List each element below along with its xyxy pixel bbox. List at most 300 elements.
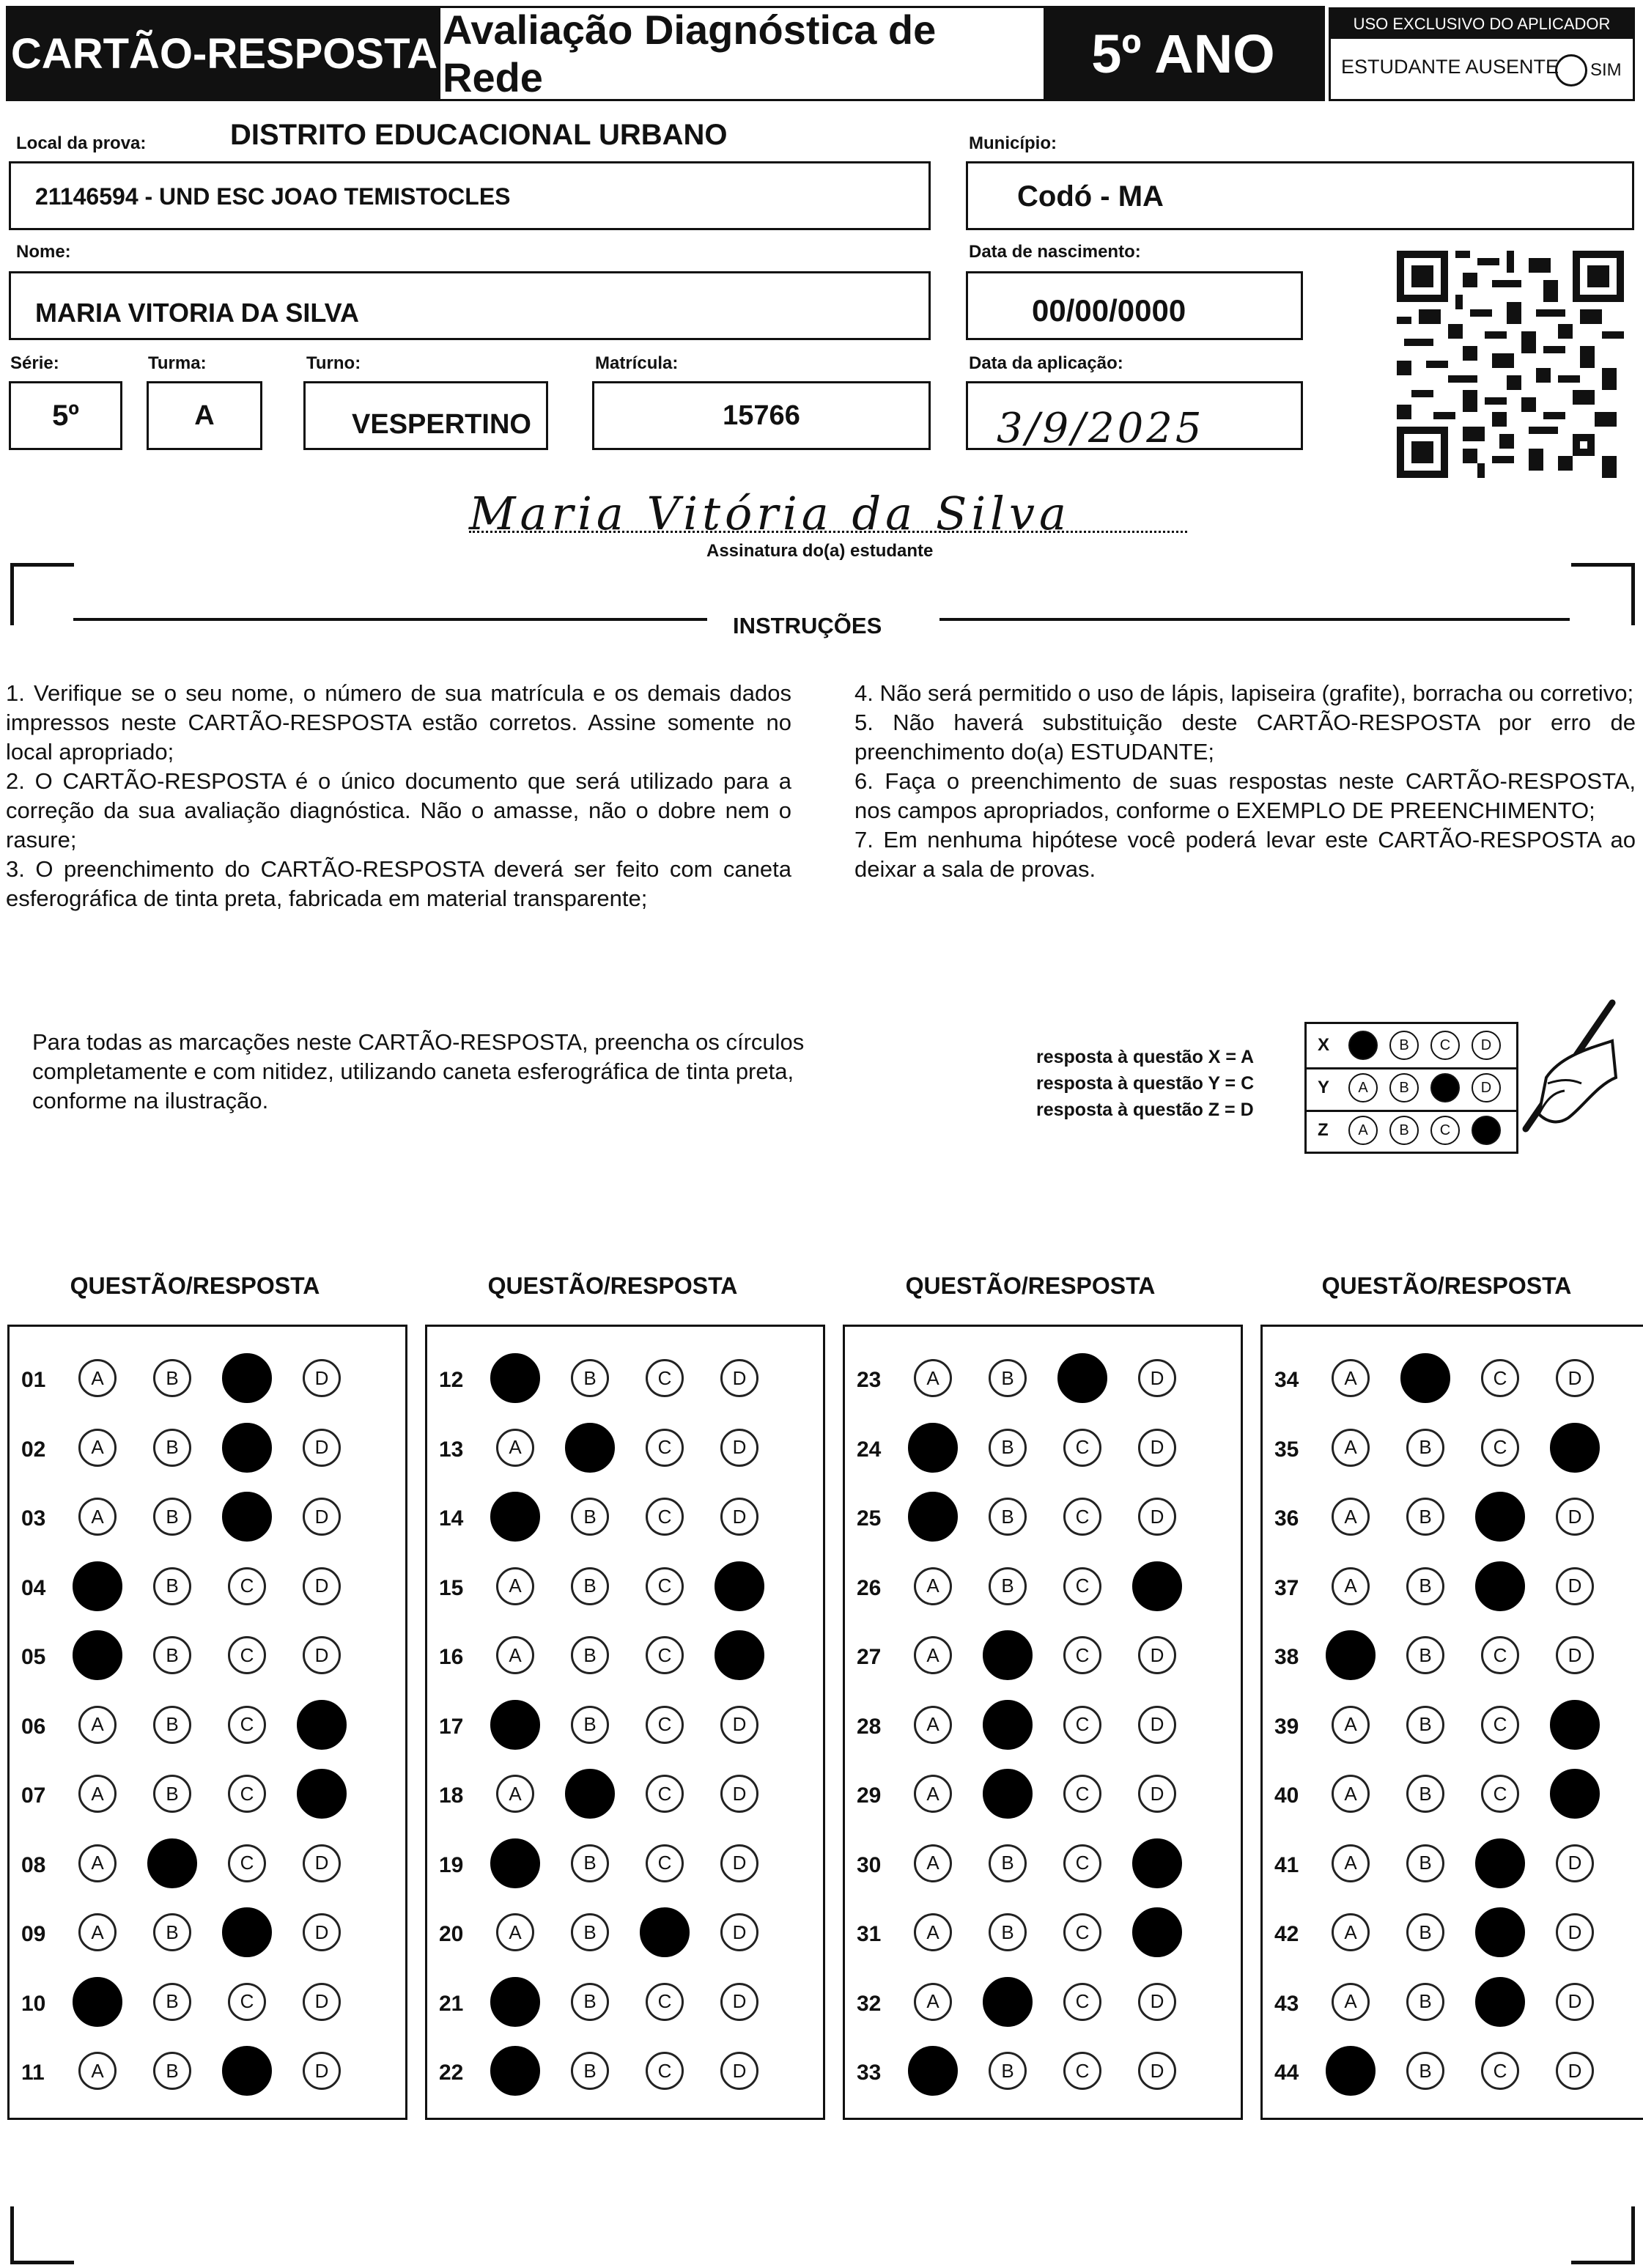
answer-bubble-d[interactable]: D bbox=[303, 1844, 341, 1882]
answer-bubble-b[interactable]: B bbox=[153, 1983, 191, 2021]
answer-bubble-a[interactable]: A bbox=[908, 1423, 958, 1473]
answer-row bbox=[10, 1773, 405, 1817]
answer-bubble-c[interactable]: C bbox=[1063, 1913, 1101, 1951]
instruction-3: 3. O preenchimento do CARTÃO-RESPOSTA deverá ser feito com caneta esferográfica de tinta preta, fabricada em material transparente; bbox=[6, 856, 791, 911]
question-number: 33 bbox=[857, 2061, 882, 2085]
column-header-1: QUESTÃO/RESPOSTA bbox=[70, 1273, 320, 1299]
answer-bubble-b[interactable]: B bbox=[153, 1636, 191, 1674]
question-number: 15 bbox=[439, 1575, 464, 1600]
corner-top-left bbox=[10, 563, 74, 625]
question-number: 06 bbox=[21, 1714, 46, 1739]
question-number: 12 bbox=[439, 1368, 464, 1392]
answer-bubble-c[interactable]: C bbox=[1475, 1561, 1525, 1611]
instructions-left bbox=[6, 679, 791, 913]
answer-bubble-c[interactable]: C bbox=[1057, 1353, 1107, 1403]
answer-bubble-c[interactable]: C bbox=[646, 2052, 684, 2090]
answer-bubble-d[interactable]: D bbox=[1556, 1913, 1594, 1951]
answer-row bbox=[845, 1358, 1241, 1402]
answer-bubble-c[interactable]: C bbox=[228, 1983, 266, 2021]
answer-bubble-d[interactable]: D bbox=[1138, 1429, 1176, 1467]
answer-bubble-d[interactable]: D bbox=[720, 1429, 758, 1467]
answer-bubble-d[interactable]: D bbox=[1556, 1567, 1594, 1605]
question-number: 26 bbox=[857, 1575, 882, 1600]
question-number: 02 bbox=[21, 1437, 46, 1462]
answer-bubble-b[interactable]: B bbox=[571, 1983, 609, 2021]
answer-bubble-c[interactable]: C bbox=[228, 1636, 266, 1674]
answer-bubble-d[interactable]: D bbox=[1138, 1636, 1176, 1674]
example-legend bbox=[1036, 1044, 1254, 1123]
answer-bubble-a[interactable]: A bbox=[490, 1353, 540, 1403]
grade-badge: 5º ANO bbox=[1044, 8, 1323, 99]
answer-bubble-c[interactable]: C bbox=[222, 1492, 272, 1542]
answer-bubble-d[interactable]: D bbox=[1550, 1700, 1600, 1750]
answer-bubble-a[interactable]: A bbox=[78, 1844, 117, 1882]
answer-bubble-c[interactable]: C bbox=[1063, 1706, 1101, 1744]
answer-bubble-b[interactable]: B bbox=[153, 1706, 191, 1744]
answer-bubble-b[interactable]: B bbox=[989, 1498, 1027, 1536]
answer-bubble-c[interactable]: C bbox=[646, 1359, 684, 1397]
question-number: 43 bbox=[1274, 1991, 1299, 2016]
matricula-label: Matrícula: bbox=[595, 353, 679, 373]
answer-bubble-b[interactable]: B bbox=[1406, 1706, 1444, 1744]
answer-bubble-a[interactable]: A bbox=[1332, 1359, 1370, 1397]
turno-value: VESPERTINO bbox=[352, 409, 531, 440]
answer-bubble-b[interactable]: B bbox=[989, 1844, 1027, 1882]
example-row-label: Y bbox=[1318, 1078, 1330, 1097]
answer-bubble-c[interactable]: C bbox=[1475, 1977, 1525, 2027]
answer-bubble-b[interactable]: B bbox=[571, 2052, 609, 2090]
answer-bubble-d[interactable]: D bbox=[1556, 2052, 1594, 2090]
question-number: 32 bbox=[857, 1991, 882, 2016]
answer-bubble-d[interactable]: D bbox=[1138, 1983, 1176, 2021]
turma-value: A bbox=[194, 400, 215, 431]
answer-bubble-b[interactable]: B bbox=[153, 1498, 191, 1536]
answer-bubble-a[interactable]: A bbox=[78, 1913, 117, 1951]
example-bubble-a: A bbox=[1348, 1073, 1378, 1102]
answer-bubble-a[interactable]: A bbox=[1332, 1429, 1370, 1467]
answer-bubble-c[interactable]: C bbox=[646, 1775, 684, 1813]
example-bubble-b: B bbox=[1389, 1073, 1419, 1102]
answer-bubble-d[interactable]: D bbox=[1132, 1838, 1182, 1888]
answer-bubble-d[interactable]: D bbox=[303, 1636, 341, 1674]
answer-bubble-a[interactable]: A bbox=[78, 2052, 117, 2090]
question-number: 38 bbox=[1274, 1645, 1299, 1669]
corner-bottom-right bbox=[1571, 2206, 1635, 2264]
answer-bubble-a[interactable]: A bbox=[1332, 1913, 1370, 1951]
answer-bubble-c[interactable]: C bbox=[222, 1353, 272, 1403]
answer-bubble-c[interactable]: C bbox=[1481, 1429, 1519, 1467]
question-number: 13 bbox=[439, 1437, 464, 1462]
question-number: 27 bbox=[857, 1645, 882, 1669]
answer-bubble-d[interactable]: D bbox=[303, 1983, 341, 2021]
answer-row bbox=[845, 1496, 1241, 1540]
answer-bubble-c[interactable]: C bbox=[1475, 1907, 1525, 1957]
answer-bubble-b[interactable]: B bbox=[1406, 1775, 1444, 1813]
turma-field bbox=[147, 381, 262, 450]
answer-bubble-d[interactable]: D bbox=[720, 1706, 758, 1744]
signature-value: Maria Vitória da Silva bbox=[469, 487, 1071, 540]
question-number: 34 bbox=[1274, 1368, 1299, 1392]
answer-row bbox=[1263, 1358, 1643, 1402]
answer-bubble-c[interactable]: C bbox=[1063, 1636, 1101, 1674]
example-bubble-d: D bbox=[1472, 1073, 1501, 1102]
answer-bubble-d[interactable]: D bbox=[303, 1359, 341, 1397]
answer-bubble-d[interactable]: D bbox=[1556, 1498, 1594, 1536]
question-number: 14 bbox=[439, 1506, 464, 1531]
answer-bubble-c[interactable]: C bbox=[222, 1423, 272, 1473]
column-header-4: QUESTÃO/RESPOSTA bbox=[1321, 1273, 1572, 1299]
answer-bubble-d[interactable]: D bbox=[715, 1630, 764, 1680]
answer-bubble-b[interactable]: B bbox=[1406, 1429, 1444, 1467]
answer-row bbox=[10, 1496, 405, 1540]
answer-bubble-d[interactable]: D bbox=[720, 1498, 758, 1536]
answer-bubble-c[interactable]: C bbox=[228, 1706, 266, 1744]
answer-bubble-d[interactable]: D bbox=[297, 1700, 347, 1750]
answer-bubble-b[interactable]: B bbox=[989, 1567, 1027, 1605]
answer-panel-2 bbox=[425, 1325, 825, 2120]
answer-bubble-d[interactable]: D bbox=[1138, 2052, 1176, 2090]
answer-bubble-b[interactable]: B bbox=[565, 1423, 615, 1473]
answer-bubble-d[interactable]: D bbox=[1132, 1561, 1182, 1611]
answer-bubble-a[interactable]: A bbox=[496, 1429, 534, 1467]
question-number: 04 bbox=[21, 1575, 46, 1600]
answer-bubble-c[interactable]: C bbox=[1063, 1983, 1101, 2021]
answer-bubble-b[interactable]: B bbox=[571, 1913, 609, 1951]
answer-bubble-c[interactable]: C bbox=[1063, 1844, 1101, 1882]
answer-row bbox=[1263, 1981, 1643, 2025]
answer-bubble-d[interactable]: D bbox=[1556, 1983, 1594, 2021]
answer-bubble-a[interactable]: A bbox=[73, 1561, 122, 1611]
answer-bubble-b[interactable]: B bbox=[1400, 1353, 1450, 1403]
answer-bubble-a[interactable]: A bbox=[78, 1706, 117, 1744]
answer-bubble-a[interactable]: A bbox=[1326, 1630, 1376, 1680]
corner-top-right bbox=[1571, 563, 1635, 625]
question-number: 17 bbox=[439, 1714, 464, 1739]
answer-bubble-d[interactable]: D bbox=[1132, 1907, 1182, 1957]
answer-bubble-b[interactable]: B bbox=[989, 1913, 1027, 1951]
answer-bubble-b[interactable]: B bbox=[153, 1567, 191, 1605]
answer-bubble-b[interactable]: B bbox=[1406, 1983, 1444, 2021]
serie-label: Série: bbox=[10, 353, 59, 373]
answer-bubble-b[interactable]: B bbox=[153, 1913, 191, 1951]
answer-bubble-c[interactable]: C bbox=[1481, 2052, 1519, 2090]
answer-row bbox=[427, 1358, 823, 1402]
matricula-value: 15766 bbox=[723, 400, 800, 431]
answer-bubble-d[interactable]: D bbox=[1556, 1636, 1594, 1674]
answer-row bbox=[845, 2050, 1241, 2094]
answer-row bbox=[1263, 1912, 1643, 1956]
answer-panel-1 bbox=[7, 1325, 407, 2120]
answer-row bbox=[427, 1427, 823, 1471]
answer-bubble-c[interactable]: C bbox=[646, 1567, 684, 1605]
answer-row bbox=[845, 1704, 1241, 1748]
answer-row bbox=[10, 1843, 405, 1887]
answer-bubble-d[interactable]: D bbox=[1550, 1423, 1600, 1473]
answer-row bbox=[1263, 2050, 1643, 2094]
answer-bubble-a[interactable]: A bbox=[914, 1706, 952, 1744]
answer-row bbox=[845, 1427, 1241, 1471]
answer-row bbox=[1263, 1635, 1643, 1679]
answer-bubble-d[interactable]: D bbox=[720, 1775, 758, 1813]
answer-bubble-b[interactable]: B bbox=[1406, 1913, 1444, 1951]
question-number: 19 bbox=[439, 1852, 464, 1877]
answer-bubble-b[interactable]: B bbox=[153, 1429, 191, 1467]
nascimento-label: Data de nascimento: bbox=[969, 242, 1141, 262]
answer-row bbox=[10, 2050, 405, 2094]
answer-row bbox=[1263, 1773, 1643, 1817]
answer-bubble-a[interactable]: A bbox=[1326, 2046, 1376, 2096]
answer-bubble-b[interactable]: B bbox=[1406, 1567, 1444, 1605]
question-number: 36 bbox=[1274, 1506, 1299, 1531]
answer-bubble-c[interactable]: C bbox=[1063, 1567, 1101, 1605]
answer-bubble-a[interactable]: A bbox=[1332, 1706, 1370, 1744]
question-number: 41 bbox=[1274, 1852, 1299, 1877]
answer-bubble-c[interactable]: C bbox=[228, 1844, 266, 1882]
answer-bubble-b[interactable]: B bbox=[571, 1636, 609, 1674]
answer-bubble-a[interactable]: A bbox=[914, 1567, 952, 1605]
answer-row bbox=[10, 1358, 405, 1402]
answer-bubble-c[interactable]: C bbox=[1475, 1492, 1525, 1542]
answer-bubble-c[interactable]: C bbox=[1063, 1498, 1101, 1536]
answer-bubble-a[interactable]: A bbox=[78, 1359, 117, 1397]
example-bubble-a: A bbox=[1348, 1116, 1378, 1145]
question-number: 31 bbox=[857, 1922, 882, 1946]
example-row-divider bbox=[1304, 1110, 1518, 1112]
qr-code bbox=[1397, 249, 1624, 479]
answer-bubble-c[interactable]: C bbox=[222, 1907, 272, 1957]
answer-bubble-d[interactable]: D bbox=[1138, 1706, 1176, 1744]
answer-bubble-c[interactable]: C bbox=[646, 1844, 684, 1882]
answer-bubble-d[interactable]: D bbox=[297, 1769, 347, 1819]
answer-bubble-a[interactable]: A bbox=[1332, 1983, 1370, 2021]
question-number: 25 bbox=[857, 1506, 882, 1531]
answer-row bbox=[845, 1981, 1241, 2025]
answer-bubble-d[interactable]: D bbox=[1556, 1359, 1594, 1397]
answer-row bbox=[1263, 1427, 1643, 1471]
answer-bubble-a[interactable]: A bbox=[490, 1700, 540, 1750]
answer-bubble-a[interactable]: A bbox=[490, 1838, 540, 1888]
answer-bubble-a[interactable]: A bbox=[914, 1844, 952, 1882]
answer-bubble-d[interactable]: D bbox=[720, 1359, 758, 1397]
example-bubble-b: B bbox=[1389, 1031, 1419, 1060]
answer-bubble-d[interactable]: D bbox=[715, 1561, 764, 1611]
question-number: 10 bbox=[21, 1991, 46, 2016]
answer-bubble-c[interactable]: C bbox=[228, 1567, 266, 1605]
answer-bubble-b[interactable]: B bbox=[1406, 1498, 1444, 1536]
example-line-x: resposta à questão X = A bbox=[1036, 1047, 1255, 1067]
answer-bubble-a[interactable]: A bbox=[496, 1775, 534, 1813]
answer-row bbox=[1263, 1704, 1643, 1748]
answer-bubble-d[interactable]: D bbox=[720, 1983, 758, 2021]
example-row-label: X bbox=[1318, 1035, 1330, 1055]
answer-bubble-b[interactable]: B bbox=[989, 1359, 1027, 1397]
corner-bottom-left bbox=[10, 2206, 74, 2264]
answer-bubble-c[interactable]: C bbox=[1481, 1775, 1519, 1813]
answer-bubble-d[interactable]: D bbox=[1138, 1359, 1176, 1397]
answer-bubble-a[interactable]: A bbox=[78, 1429, 117, 1467]
answer-row bbox=[427, 1635, 823, 1679]
answer-bubble-a[interactable]: A bbox=[78, 1775, 117, 1813]
answer-bubble-a[interactable]: A bbox=[78, 1498, 117, 1536]
answer-bubble-a[interactable]: A bbox=[1332, 1844, 1370, 1882]
answer-bubble-d[interactable]: D bbox=[720, 1913, 758, 1951]
question-number: 11 bbox=[21, 2061, 45, 2085]
question-number: 09 bbox=[21, 1922, 46, 1946]
answer-row bbox=[427, 1843, 823, 1887]
applicator-note: USO EXCLUSIVO DO APLICADOR bbox=[1331, 10, 1633, 39]
example-bubble-c: C bbox=[1430, 1073, 1460, 1102]
answer-bubble-d[interactable]: D bbox=[1138, 1775, 1176, 1813]
answer-row bbox=[427, 1704, 823, 1748]
answer-bubble-b[interactable]: B bbox=[571, 1567, 609, 1605]
answer-bubble-d[interactable]: D bbox=[1556, 1844, 1594, 1882]
answer-bubble-a[interactable]: A bbox=[914, 1913, 952, 1951]
answer-bubble-a[interactable]: A bbox=[490, 1977, 540, 2027]
instructions-title: INSTRUÇÕES bbox=[733, 613, 882, 638]
absent-bubble[interactable] bbox=[1555, 54, 1587, 86]
question-number: 24 bbox=[857, 1437, 882, 1462]
instruction-2: 2. O CARTÃO-RESPOSTA é o único documento que será utilizado para a correção da sua avaliação diagnóstica. Não o amasse, não o dobre nem o rasure; bbox=[6, 768, 791, 853]
answer-bubble-a[interactable]: A bbox=[1332, 1567, 1370, 1605]
answer-bubble-b[interactable]: B bbox=[989, 1429, 1027, 1467]
question-number: 20 bbox=[439, 1922, 464, 1946]
answer-bubble-a[interactable]: A bbox=[496, 1567, 534, 1605]
aplicacao-value: 3/9/2025 bbox=[997, 405, 1205, 452]
answer-bubble-d[interactable]: D bbox=[720, 2052, 758, 2090]
answer-bubble-b[interactable]: B bbox=[153, 2052, 191, 2090]
matricula-field bbox=[592, 381, 931, 450]
aplicacao-label: Data da aplicação: bbox=[969, 353, 1123, 373]
answer-bubble-a[interactable]: A bbox=[908, 2046, 958, 2096]
answer-bubble-b[interactable]: B bbox=[571, 1359, 609, 1397]
answer-bubble-b[interactable]: B bbox=[147, 1838, 197, 1888]
answer-bubble-a[interactable]: A bbox=[1332, 1775, 1370, 1813]
answer-bubble-b[interactable]: B bbox=[1406, 1844, 1444, 1882]
answer-bubble-c[interactable]: C bbox=[1063, 2052, 1101, 2090]
answer-row bbox=[10, 1427, 405, 1471]
answer-bubble-d[interactable]: D bbox=[303, 1567, 341, 1605]
answer-bubble-b[interactable]: B bbox=[565, 1769, 615, 1819]
answer-bubble-c[interactable]: C bbox=[646, 1429, 684, 1467]
answer-bubble-c[interactable]: C bbox=[1063, 1429, 1101, 1467]
answer-bubble-d[interactable]: D bbox=[303, 1498, 341, 1536]
answer-bubble-b[interactable]: B bbox=[1406, 2052, 1444, 2090]
answer-bubble-d[interactable]: D bbox=[720, 1844, 758, 1882]
answer-bubble-a[interactable]: A bbox=[908, 1492, 958, 1542]
answer-bubble-b[interactable]: B bbox=[983, 1630, 1033, 1680]
answer-bubble-d[interactable]: D bbox=[303, 1429, 341, 1467]
example-bubble-a: A bbox=[1348, 1031, 1378, 1060]
local-value: 21146594 - UND ESC JOAO TEMISTOCLES bbox=[35, 183, 511, 210]
instruction-6: 6. Faça o preenchimento de suas respostas neste CARTÃO-RESPOSTA, nos campos apropriados, conforme o EXEMPLO DE PREENCHIMENTO; bbox=[854, 768, 1636, 823]
answer-bubble-a[interactable]: A bbox=[914, 1775, 952, 1813]
question-number: 08 bbox=[21, 1852, 46, 1877]
answer-row bbox=[427, 2050, 823, 2094]
pen-hand-illustration bbox=[1495, 997, 1620, 1144]
answer-bubble-b[interactable]: B bbox=[153, 1359, 191, 1397]
district-name: DISTRITO EDUCACIONAL URBANO bbox=[230, 119, 728, 151]
answer-bubble-a[interactable]: A bbox=[914, 1636, 952, 1674]
answer-bubble-c[interactable]: C bbox=[640, 1907, 690, 1957]
answer-row bbox=[845, 1773, 1241, 1817]
answer-bubble-b[interactable]: B bbox=[571, 1844, 609, 1882]
answer-bubble-c[interactable]: C bbox=[1063, 1775, 1101, 1813]
answer-row bbox=[427, 1912, 823, 1956]
answer-bubble-c[interactable]: C bbox=[1481, 1359, 1519, 1397]
answer-bubble-c[interactable]: C bbox=[646, 1498, 684, 1536]
answer-bubble-a[interactable]: A bbox=[73, 1630, 122, 1680]
answer-bubble-b[interactable]: B bbox=[1406, 1636, 1444, 1674]
serie-value: 5º bbox=[52, 399, 79, 432]
answer-bubble-b[interactable]: B bbox=[989, 2052, 1027, 2090]
answer-bubble-c[interactable]: C bbox=[1475, 1838, 1525, 1888]
nascimento-value: 00/00/0000 bbox=[1032, 293, 1186, 328]
question-number: 07 bbox=[21, 1783, 46, 1808]
answer-bubble-a[interactable]: A bbox=[490, 1492, 540, 1542]
answer-bubble-c[interactable]: C bbox=[1481, 1706, 1519, 1744]
answer-bubble-a[interactable]: A bbox=[496, 1636, 534, 1674]
answer-bubble-c[interactable]: C bbox=[1481, 1636, 1519, 1674]
nome-value: MARIA VITORIA DA SILVA bbox=[35, 298, 360, 328]
instructions-right bbox=[854, 679, 1636, 884]
answer-bubble-d[interactable]: D bbox=[303, 2052, 341, 2090]
answer-bubble-a[interactable]: A bbox=[1332, 1498, 1370, 1536]
answer-row bbox=[10, 1912, 405, 1956]
question-number: 44 bbox=[1274, 2061, 1299, 2085]
answer-bubble-c[interactable]: C bbox=[646, 1983, 684, 2021]
answer-bubble-a[interactable]: A bbox=[73, 1977, 122, 2027]
answer-row bbox=[427, 1981, 823, 2025]
instruction-7: 7. Em nenhuma hipótese você poderá levar este CARTÃO-RESPOSTA ao deixar a sala de provas. bbox=[854, 827, 1636, 882]
example-bubble-c: C bbox=[1430, 1116, 1460, 1145]
answer-bubble-a[interactable]: A bbox=[914, 1359, 952, 1397]
answer-row bbox=[10, 1635, 405, 1679]
question-number: 39 bbox=[1274, 1714, 1299, 1739]
answer-bubble-d[interactable]: D bbox=[1550, 1769, 1600, 1819]
example-line-y: resposta à questão Y = C bbox=[1036, 1073, 1255, 1094]
answer-bubble-b[interactable]: B bbox=[571, 1706, 609, 1744]
answer-bubble-a[interactable]: A bbox=[496, 1913, 534, 1951]
instr-rule-left bbox=[73, 618, 707, 621]
answer-bubble-c[interactable]: C bbox=[646, 1706, 684, 1744]
municipio-value: Codó - MA bbox=[1017, 180, 1164, 213]
answer-bubble-c[interactable]: C bbox=[646, 1636, 684, 1674]
example-row-label: Z bbox=[1318, 1120, 1329, 1140]
answer-bubble-b[interactable]: B bbox=[153, 1775, 191, 1813]
question-number: 16 bbox=[439, 1645, 464, 1669]
answer-bubble-c[interactable]: C bbox=[228, 1775, 266, 1813]
answer-bubble-d[interactable]: D bbox=[1138, 1498, 1176, 1536]
answer-row bbox=[845, 1566, 1241, 1610]
local-label: Local da prova: bbox=[16, 133, 147, 153]
question-number: 28 bbox=[857, 1714, 882, 1739]
example-line-z: resposta à questão Z = D bbox=[1036, 1100, 1254, 1120]
answer-bubble-a[interactable]: A bbox=[490, 2046, 540, 2096]
answer-bubble-b[interactable]: B bbox=[983, 1700, 1033, 1750]
answer-bubble-c[interactable]: C bbox=[222, 2046, 272, 2096]
question-number: 21 bbox=[439, 1991, 464, 2016]
answer-bubble-b[interactable]: B bbox=[571, 1498, 609, 1536]
question-number: 40 bbox=[1274, 1783, 1299, 1808]
question-number: 05 bbox=[21, 1645, 46, 1669]
nome-label: Nome: bbox=[16, 242, 71, 262]
answer-bubble-a[interactable]: A bbox=[914, 1983, 952, 2021]
answer-bubble-b[interactable]: B bbox=[983, 1977, 1033, 2027]
question-number: 42 bbox=[1274, 1922, 1299, 1946]
answer-bubble-d[interactable]: D bbox=[303, 1913, 341, 1951]
answer-bubble-b[interactable]: B bbox=[983, 1769, 1033, 1819]
card-title: CARTÃO-RESPOSTA bbox=[8, 8, 440, 99]
